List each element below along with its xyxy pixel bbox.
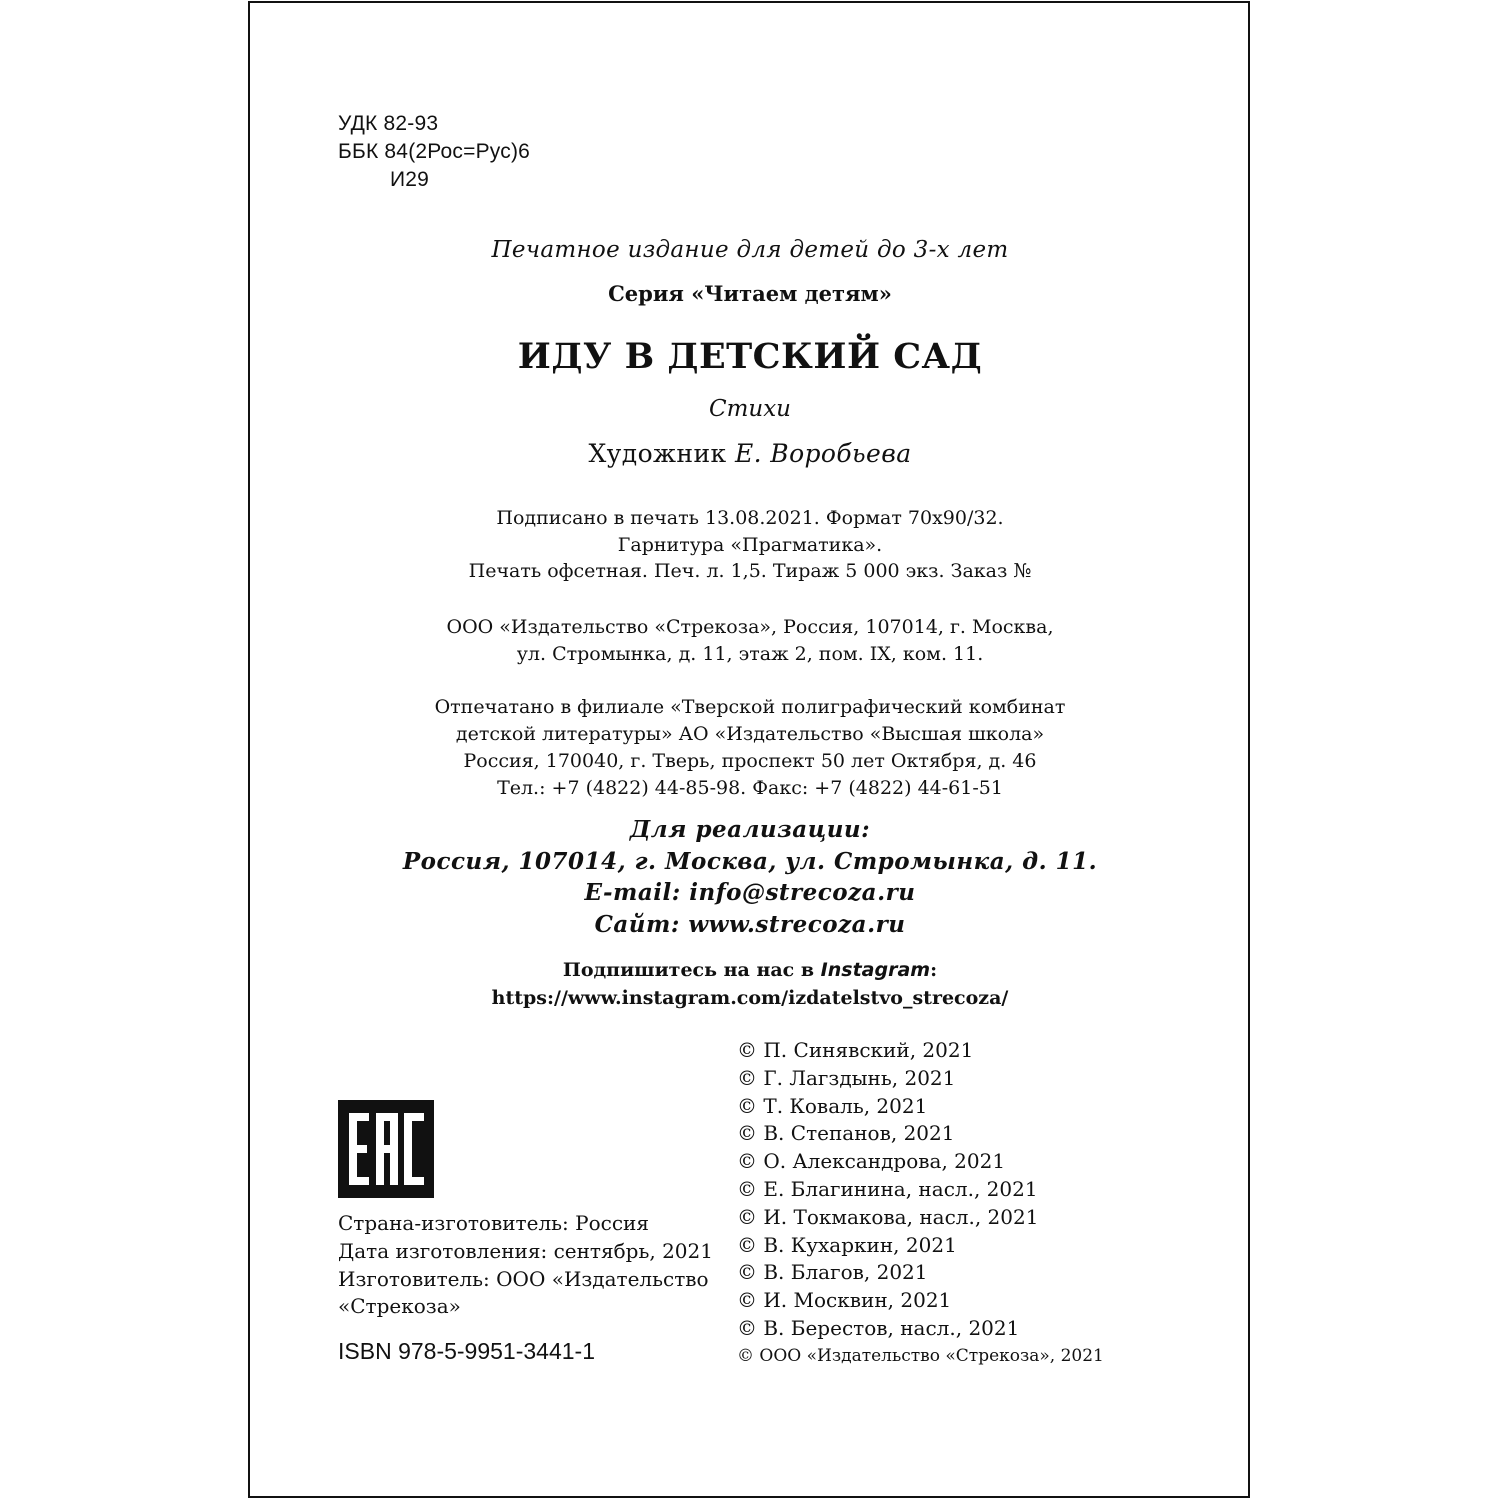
manufacture-info [338, 1210, 713, 1321]
manufacture-line: «Стрекоза» [338, 1294, 461, 1319]
copyright-item: © В. Благов, 2021 [737, 1260, 928, 1285]
copyright-item: © И. Токмакова, насл., 2021 [737, 1204, 1039, 1229]
manufacture-line: Дата изготовления: сентябрь, 2021 [338, 1238, 713, 1263]
eac-mark-icon [338, 1100, 434, 1198]
sales-address: Россия, 107014, г. Москва, ул. Стромынка, д. 11. [402, 847, 1098, 875]
isbn: ISBN 978-5-9951-3441-1 [338, 1338, 595, 1364]
social-prefix: Подпишитесь на нас в [562, 959, 821, 981]
printer-info [250, 694, 1250, 802]
series-name: Серия «Читаем детям» [608, 281, 892, 306]
sales-contacts [250, 814, 1250, 940]
copyright-item: © Г. Лагздынь, 2021 [737, 1065, 956, 1090]
print-info-line: Подписано в печать 13.08.2021. Формат 70х90/32. [496, 507, 1004, 529]
print-info-line: Печать офсетная. Печ. л. 1,5. Тираж 5 000 экз. Заказ № [468, 560, 1032, 582]
copyright-item: © Е. Благинина, насл., 2021 [737, 1176, 1038, 1201]
udk-code: УДК 82-93 [338, 112, 439, 135]
printer-line: Россия, 170040, г. Тверь, проспект 50 лет Октября, д. 46 [463, 750, 1037, 772]
social-suffix: : [930, 959, 938, 981]
printer-line: Тел.: +7 (4822) 44-85-98. Факс: +7 (4822) 44-61-51 [497, 777, 1003, 799]
author-mark: И29 [390, 168, 430, 191]
social-invite [250, 956, 1250, 984]
copyright-item: © П. Синявский, 2021 [737, 1038, 974, 1062]
publisher-line: ул. Стромынка, д. 11, этаж 2, пом. IX, ком. 11. [516, 642, 984, 665]
bbk-code: ББК 84(2Рос=Рус)6 [338, 140, 531, 163]
social-block [250, 956, 1250, 1012]
manufacture-line: Страна-изготовитель: Россия [338, 1211, 649, 1235]
sales-email: E-mail: info@strecoza.ru [584, 879, 916, 906]
sales-heading: Для реализации: [629, 816, 871, 843]
print-info [250, 505, 1250, 585]
copyright-item: © В. Кухаркин, 2021 [737, 1232, 957, 1257]
manufacture-line: Изготовитель: ООО «Издательство [338, 1266, 709, 1291]
copyright-item: © О. Александрова, 2021 [737, 1149, 1006, 1174]
illustrator-name: Е. Воробьева [734, 439, 912, 468]
copyright-item: © И. Москвин, 2021 [737, 1288, 952, 1313]
illustrator-line [250, 439, 1250, 468]
social-url: https://www.instagram.com/izdatelstvo_strecoza/ [491, 987, 1009, 1009]
copyright-list [737, 1037, 1104, 1371]
sales-website: Сайт: www.strecoza.ru [594, 910, 906, 938]
print-info-line: Гарнитура «Прагматика». [617, 533, 883, 556]
copyright-item: © ООО «Издательство «Стрекоза», 2021 [737, 1345, 1104, 1366]
publisher-line: ООО «Издательство «Стрекоза», Россия, 107014, г. Москва, [446, 616, 1054, 638]
social-network: Instagram [820, 959, 931, 981]
book-title: ИДУ В ДЕТСКИЙ САД [517, 336, 983, 377]
copyright-item: © В. Степанов, 2021 [737, 1121, 955, 1146]
copyright-item: © В. Берестов, насл., 2021 [737, 1315, 1020, 1340]
age-note: Печатное издание для детей до 3-х лет [491, 237, 1009, 263]
printer-line: Отпечатано в филиале «Тверской полиграфический комбинат [434, 696, 1066, 718]
illustrator-label: Художник [588, 439, 727, 468]
printer-line: детской литературы» АО «Издательство «Высшая школа» [455, 723, 1045, 745]
genre: Стихи [708, 396, 791, 422]
copyright-item: © Т. Коваль, 2021 [737, 1093, 928, 1118]
imprint-page [248, 1, 1250, 1498]
publisher-address [250, 614, 1250, 667]
